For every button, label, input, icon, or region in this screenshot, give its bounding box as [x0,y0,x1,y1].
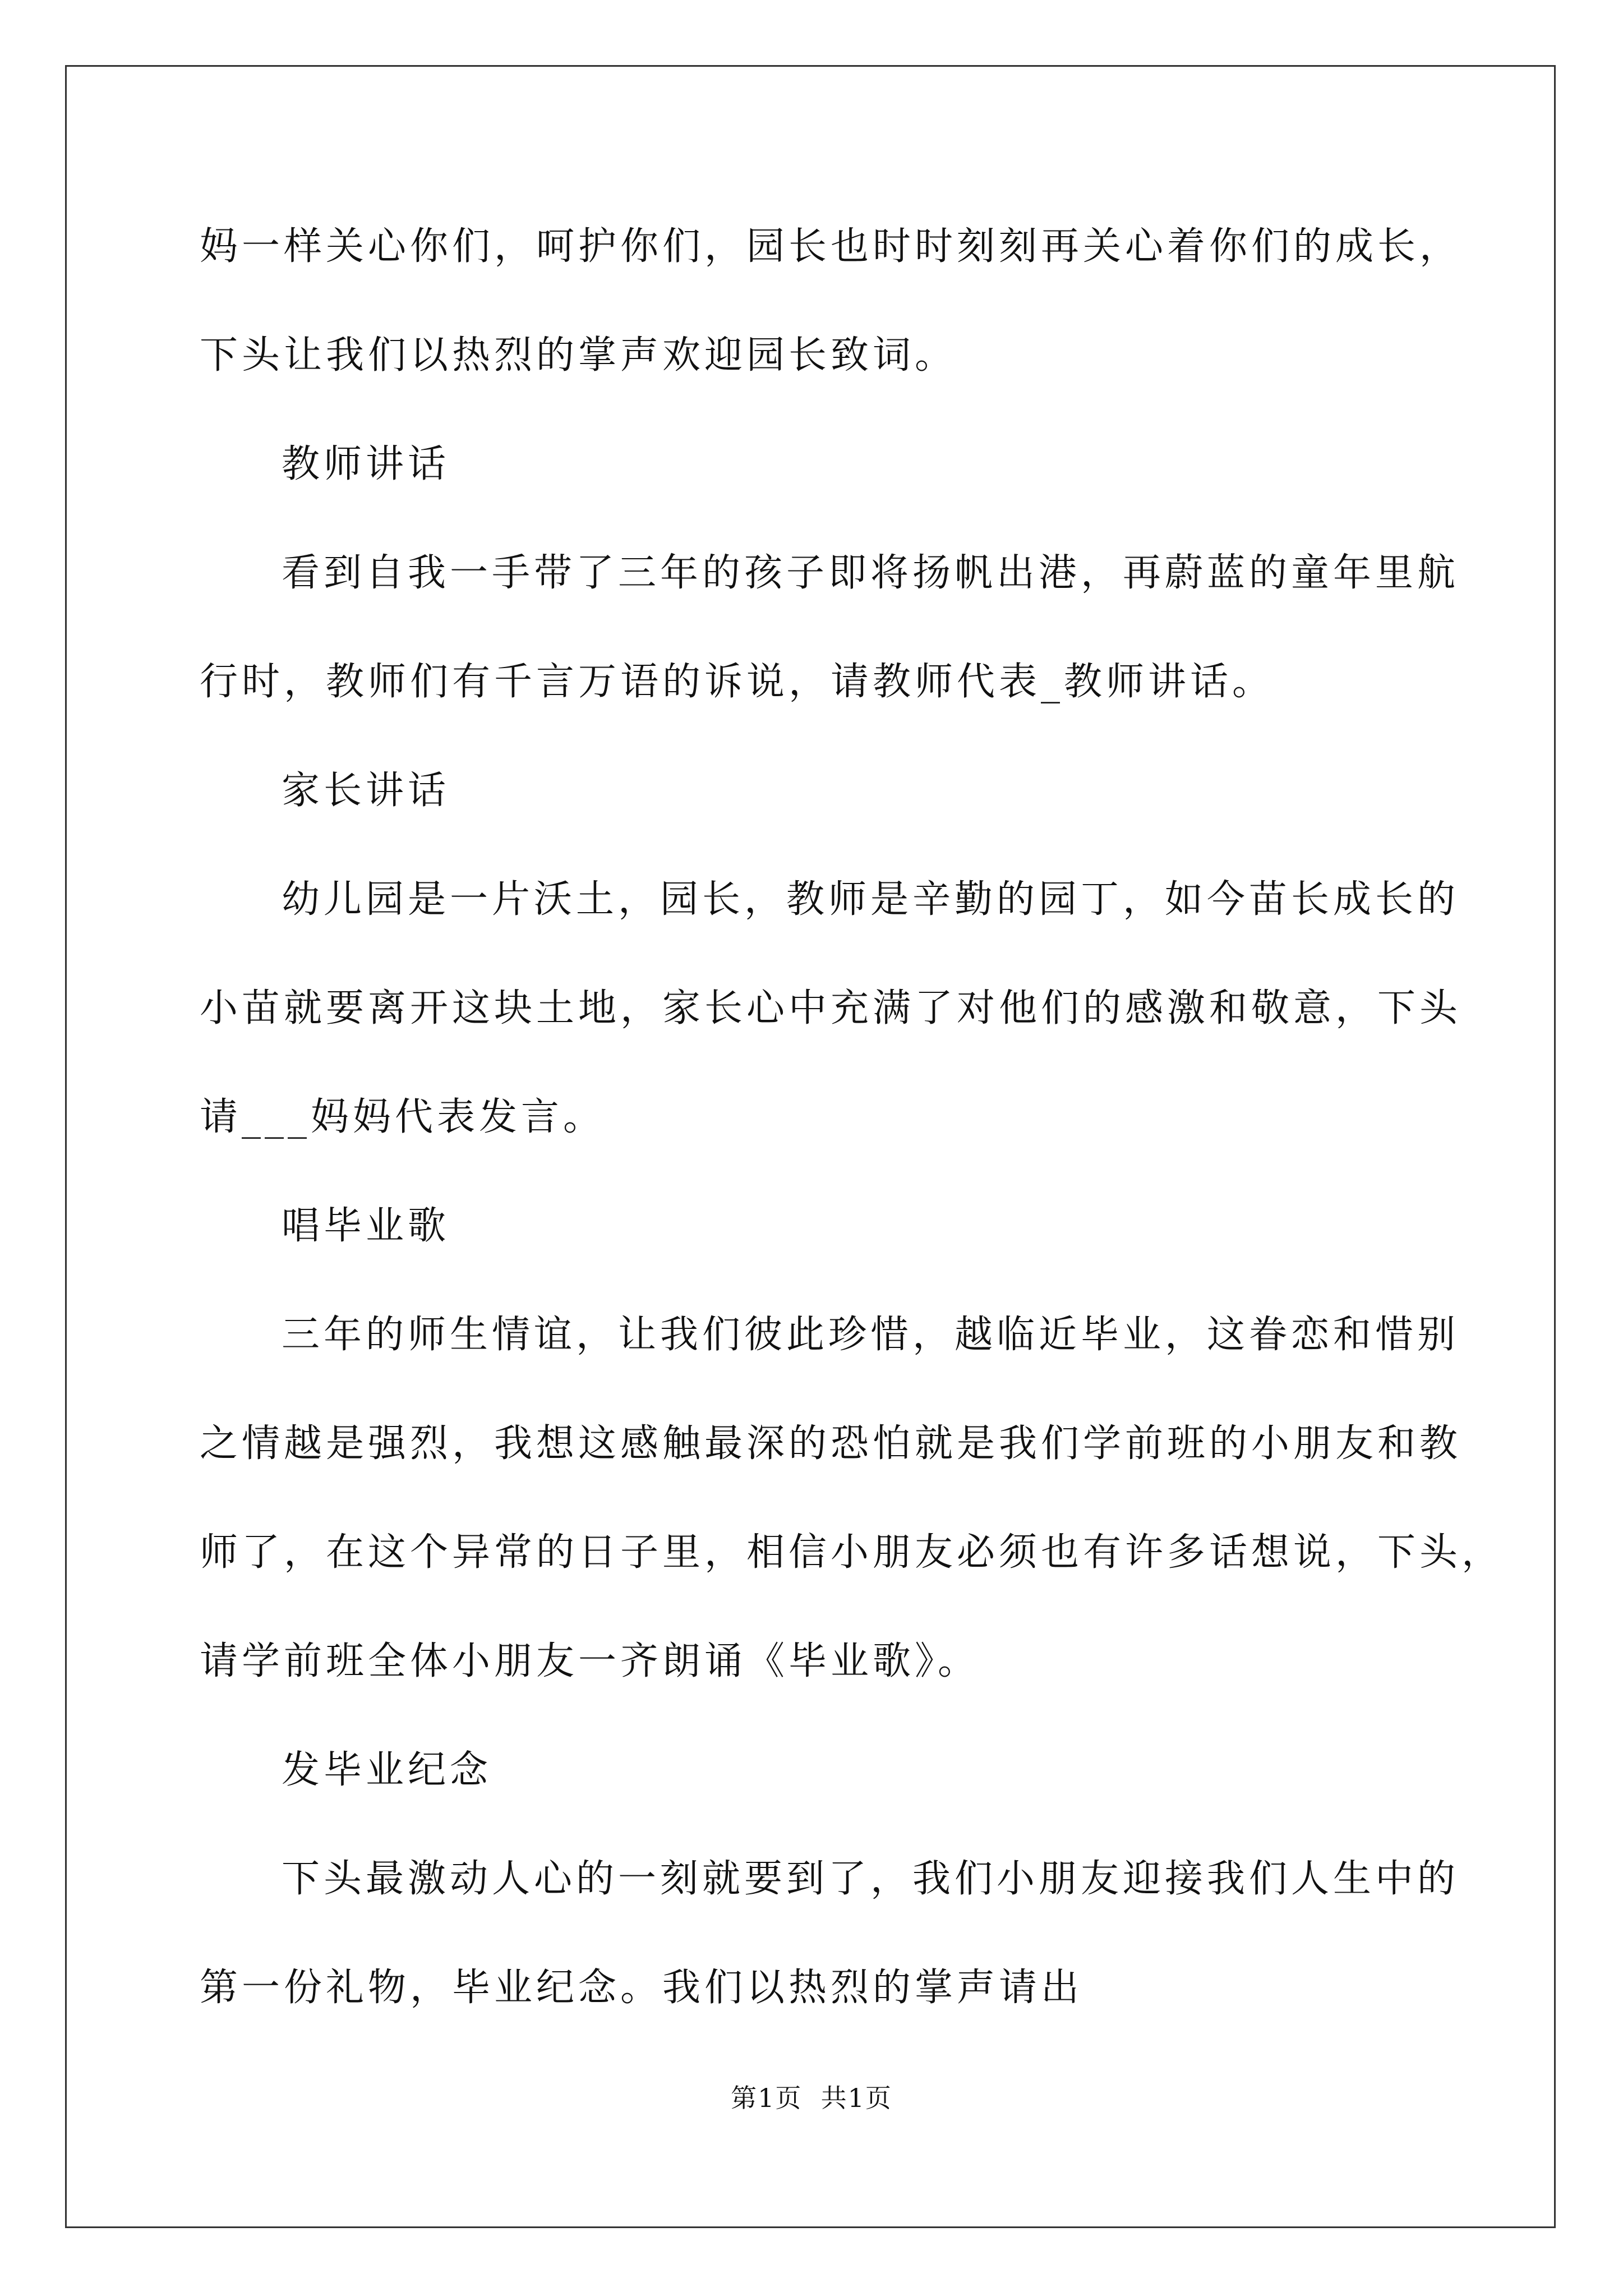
text-line: 小苗就要离开这块土地，家长心中充满了对他们的感激和敬意，下头 [200,986,1462,1030]
text-line: 下头最激动人心的一刻就要到了，我们小朋友迎接我们人生中的 [282,1857,1460,1901]
section-heading-parent-speech: 家长讲话 [282,769,450,813]
text-line: 看到自我一手带了三年的孩子即将扬帆出港，再蔚蓝的童年里航 [282,551,1460,595]
section-heading-graduation-song: 唱毕业歌 [282,1204,450,1248]
text-line: 幼儿园是一片沃土，园长，教师是辛勤的园丁，如今苗长成长的 [282,877,1460,922]
text-line: 第一份礼物，毕业纪念。我们以热烈的掌声请出 [200,1966,1083,2010]
text-line: 请学前班全体小朋友一齐朗诵《毕业歌》。 [200,1639,980,1683]
text-line: 师了，在这个异常的日子里，相信小朋友必须也有许多话想说，下头， [200,1530,1504,1575]
text-line: 妈一样关心你们，呵护你们，园长也时时刻刻再关心着你们的成长， [200,224,1462,269]
text-line: 三年的师生情谊，让我们彼此珍惜，越临近毕业，这眷恋和惜别 [282,1313,1460,1357]
section-heading-teacher-speech: 教师讲话 [282,442,450,486]
text-line: 请___妈妈代表发言。 [200,1095,606,1139]
page-border [65,65,1556,2228]
page-number-footer: 第1页 共1页 [731,2083,892,2113]
section-heading-graduation-souvenir: 发毕业纪念 [282,1748,492,1792]
text-line: 下头让我们以热烈的掌声欢迎园长致词。 [200,333,957,378]
text-line: 之情越是强烈，我想这感触最深的恐怕就是我们学前班的小朋友和教 [200,1421,1462,1466]
text-line: 行时，教师们有千言万语的诉说，请教师代表_教师讲话。 [200,660,1275,704]
